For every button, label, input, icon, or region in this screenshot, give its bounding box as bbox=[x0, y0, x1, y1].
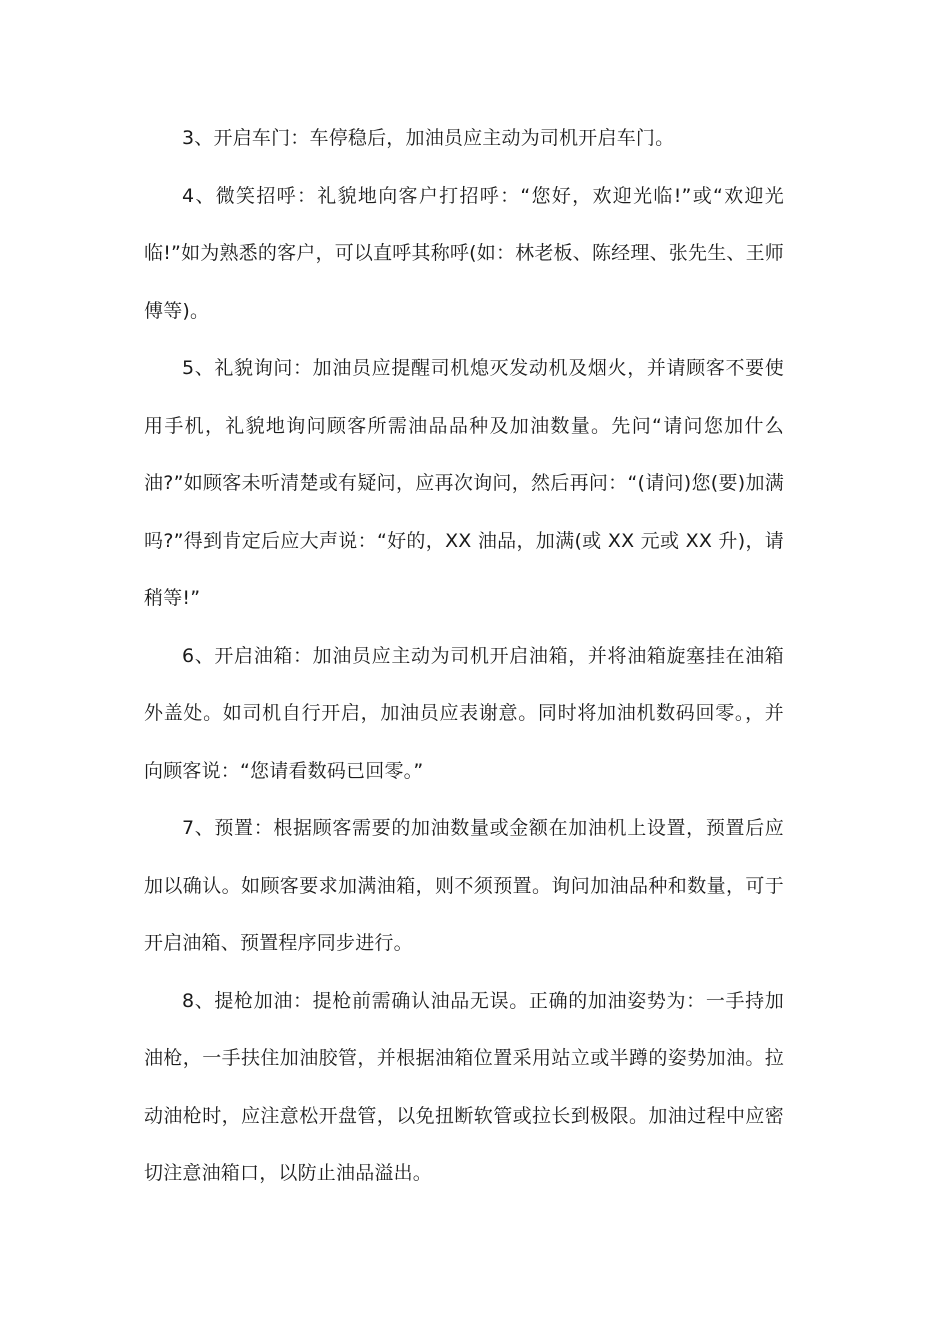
paragraph-step-3: 3、开启车门：车停稳后，加油员应主动为司机开启车门。 bbox=[182, 127, 675, 149]
paragraph-step-6: 6、开启油箱：加油员应主动为司机开启油箱，并将油箱旋塞挂在油箱外盖处。如司机自行开启，加油员应表谢意。同时将加油机数码回零。，并向顾客说：“您请看数码已回零。” bbox=[144, 644, 784, 782]
paragraph-step-5: 5、礼貌询问：加油员应提醒司机熄灭发动机及烟火，并请顾客不要使用手机，礼貌地询问顾客所需油品品种及加油数量。先问“请问您加什么油?”如顾客未听清楚或有疑问，应再次询问，然后再问：“(请问)您(要)加满吗?”得到肯定后应大声说：“好的，XX 油品，加满(或 XX 元或 XX 升)，请稍等!” bbox=[144, 357, 784, 609]
document-body bbox=[144, 110, 784, 1203]
paragraph-step-4: 4、微笑招呼：礼貌地向客户打招呼：“您好，欢迎光临!”或“欢迎光临!”如为熟悉的客户，可以直呼其称呼(如：林老板、陈经理、张先生、王师傅等)。 bbox=[144, 184, 784, 322]
paragraph-step-8: 8、提枪加油：提枪前需确认油品无误。正确的加油姿势为：一手持加油枪，一手扶住加油胶管，并根据油箱位置采用站立或半蹲的姿势加油。拉动油枪时，应注意松开盘管，以免扭断软管或拉长到极限。加油过程中应密切注意油箱口，以防止油品溢出。 bbox=[144, 989, 784, 1184]
paragraph-step-7: 7、预置：根据顾客需要的加油数量或金额在加油机上设置，预置后应加以确认。如顾客要求加满油箱，则不须预置。询问加油品种和数量，可于开启油箱、预置程序同步进行。 bbox=[144, 817, 784, 954]
